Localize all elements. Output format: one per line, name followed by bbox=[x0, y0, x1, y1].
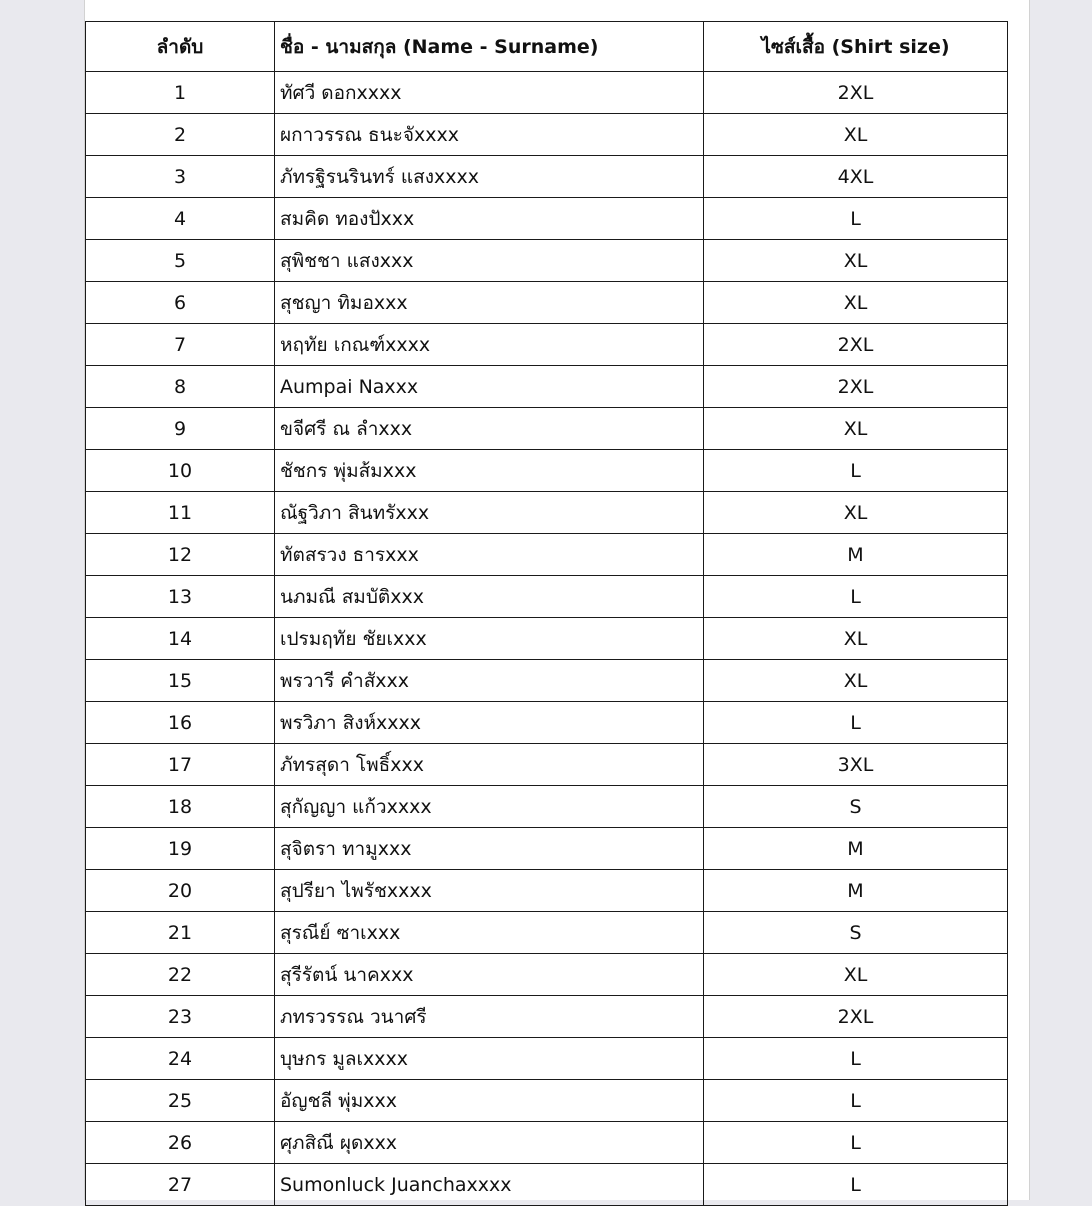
row-shirt-size-cell: XL bbox=[704, 660, 1008, 702]
row-number-cell: 1 bbox=[86, 72, 275, 114]
table-row bbox=[86, 450, 1008, 492]
row-shirt-size-cell: S bbox=[704, 786, 1008, 828]
table-row bbox=[86, 1122, 1008, 1164]
row-name-cell: สุรณีย์ ซาเxxx bbox=[275, 912, 704, 954]
row-name-cell: ขจีศรี ณ ลำxxx bbox=[275, 408, 704, 450]
row-number-cell: 12 bbox=[86, 534, 275, 576]
row-shirt-size-cell: L bbox=[704, 1038, 1008, 1080]
table-row bbox=[86, 492, 1008, 534]
row-number-cell: 2 bbox=[86, 114, 275, 156]
row-shirt-size-cell: 4XL bbox=[704, 156, 1008, 198]
row-shirt-size-cell: XL bbox=[704, 492, 1008, 534]
table-row bbox=[86, 282, 1008, 324]
table-row bbox=[86, 156, 1008, 198]
row-shirt-size-cell: 2XL bbox=[704, 996, 1008, 1038]
row-number-cell: 5 bbox=[86, 240, 275, 282]
row-number-cell: 17 bbox=[86, 744, 275, 786]
row-name-cell: ภัทรสุดา โพธิ์xxx bbox=[275, 744, 704, 786]
row-name-cell: อัญชลี พุ่มxxx bbox=[275, 1080, 704, 1122]
row-number-cell: 4 bbox=[86, 198, 275, 240]
row-shirt-size-cell: L bbox=[704, 198, 1008, 240]
table-row bbox=[86, 1080, 1008, 1122]
table-row bbox=[86, 534, 1008, 576]
row-number-cell: 25 bbox=[86, 1080, 275, 1122]
row-shirt-size-cell: XL bbox=[704, 408, 1008, 450]
row-number-cell: 3 bbox=[86, 156, 275, 198]
row-number-cell: 13 bbox=[86, 576, 275, 618]
row-name-cell: หฤทัย เกณฑ์xxxx bbox=[275, 324, 704, 366]
row-shirt-size-cell: 2XL bbox=[704, 366, 1008, 408]
row-name-cell: Sumonluck Juanchaxxxx bbox=[275, 1164, 704, 1206]
row-shirt-size-cell: 2XL bbox=[704, 72, 1008, 114]
row-shirt-size-cell: XL bbox=[704, 114, 1008, 156]
table-row bbox=[86, 366, 1008, 408]
row-name-cell: นภมณี สมบัติxxx bbox=[275, 576, 704, 618]
row-number-cell: 21 bbox=[86, 912, 275, 954]
table-row bbox=[86, 114, 1008, 156]
row-number-cell: 9 bbox=[86, 408, 275, 450]
table-row bbox=[86, 786, 1008, 828]
row-name-cell: สุปรียา ไพรัชxxxx bbox=[275, 870, 704, 912]
table-header-row bbox=[86, 22, 1008, 72]
row-number-cell: 7 bbox=[86, 324, 275, 366]
row-name-cell: สุชญา ทิมอxxx bbox=[275, 282, 704, 324]
table-row bbox=[86, 1038, 1008, 1080]
row-number-cell: 27 bbox=[86, 1164, 275, 1206]
table-row bbox=[86, 72, 1008, 114]
row-number-cell: 6 bbox=[86, 282, 275, 324]
row-number-cell: 20 bbox=[86, 870, 275, 912]
table-row bbox=[86, 996, 1008, 1038]
row-shirt-size-cell: L bbox=[704, 450, 1008, 492]
row-name-cell: ทัตสรวง ธารxxx bbox=[275, 534, 704, 576]
row-number-cell: 26 bbox=[86, 1122, 275, 1164]
row-number-cell: 24 bbox=[86, 1038, 275, 1080]
table-row bbox=[86, 870, 1008, 912]
row-shirt-size-cell: M bbox=[704, 870, 1008, 912]
table-row bbox=[86, 912, 1008, 954]
row-name-cell: ทัศวี ดอกxxxx bbox=[275, 72, 704, 114]
row-shirt-size-cell: L bbox=[704, 1164, 1008, 1206]
row-name-cell: สุกัญญา แก้วxxxx bbox=[275, 786, 704, 828]
row-name-cell: ภัทรฐิรนรินทร์ แสงxxxx bbox=[275, 156, 704, 198]
row-shirt-size-cell: XL bbox=[704, 954, 1008, 996]
document-page bbox=[84, 0, 1030, 1200]
table-row bbox=[86, 954, 1008, 996]
table-row bbox=[86, 240, 1008, 282]
table-row bbox=[86, 744, 1008, 786]
row-shirt-size-cell: L bbox=[704, 1122, 1008, 1164]
row-number-cell: 23 bbox=[86, 996, 275, 1038]
row-name-cell: ชัชกร พุ่มส้มxxx bbox=[275, 450, 704, 492]
row-number-cell: 15 bbox=[86, 660, 275, 702]
table-row bbox=[86, 702, 1008, 744]
header-number: ลำดับ bbox=[86, 22, 275, 72]
table-row bbox=[86, 198, 1008, 240]
table-row bbox=[86, 828, 1008, 870]
row-shirt-size-cell: M bbox=[704, 828, 1008, 870]
row-number-cell: 11 bbox=[86, 492, 275, 534]
table-row bbox=[86, 1164, 1008, 1206]
shirt-size-table bbox=[85, 21, 1008, 1206]
header-shirt-size: ไซส์เสื้อ (Shirt size) bbox=[704, 22, 1008, 72]
row-shirt-size-cell: L bbox=[704, 702, 1008, 744]
table-row bbox=[86, 660, 1008, 702]
row-shirt-size-cell: XL bbox=[704, 282, 1008, 324]
table-row bbox=[86, 576, 1008, 618]
row-number-cell: 10 bbox=[86, 450, 275, 492]
row-name-cell: พรวารี คำสัxxx bbox=[275, 660, 704, 702]
row-shirt-size-cell: XL bbox=[704, 240, 1008, 282]
row-shirt-size-cell: XL bbox=[704, 618, 1008, 660]
row-name-cell: ศุภสิณี ผุดxxx bbox=[275, 1122, 704, 1164]
row-name-cell: ผกาวรรณ ธนะจัxxxx bbox=[275, 114, 704, 156]
row-name-cell: สุพิชชา แสงxxx bbox=[275, 240, 704, 282]
row-number-cell: 19 bbox=[86, 828, 275, 870]
row-number-cell: 8 bbox=[86, 366, 275, 408]
row-number-cell: 18 bbox=[86, 786, 275, 828]
row-name-cell: สมคิด ทองปัxxx bbox=[275, 198, 704, 240]
row-name-cell: สุรีรัตน์ นาคxxx bbox=[275, 954, 704, 996]
row-name-cell: ณัฐวิภา สินทรัxxx bbox=[275, 492, 704, 534]
table-body bbox=[86, 72, 1008, 1206]
row-shirt-size-cell: S bbox=[704, 912, 1008, 954]
row-name-cell: พรวิภา สิงห์xxxx bbox=[275, 702, 704, 744]
row-name-cell: สุจิตรา ทามูxxx bbox=[275, 828, 704, 870]
row-shirt-size-cell: L bbox=[704, 1080, 1008, 1122]
row-shirt-size-cell: 2XL bbox=[704, 324, 1008, 366]
row-number-cell: 14 bbox=[86, 618, 275, 660]
table-row bbox=[86, 324, 1008, 366]
row-name-cell: เปรมฤทัย ชัยเxxx bbox=[275, 618, 704, 660]
row-number-cell: 22 bbox=[86, 954, 275, 996]
row-number-cell: 16 bbox=[86, 702, 275, 744]
row-name-cell: บุษกร มูลเxxxx bbox=[275, 1038, 704, 1080]
row-shirt-size-cell: M bbox=[704, 534, 1008, 576]
row-shirt-size-cell: L bbox=[704, 576, 1008, 618]
row-shirt-size-cell: 3XL bbox=[704, 744, 1008, 786]
table-row bbox=[86, 408, 1008, 450]
row-name-cell: Aumpai Naxxx bbox=[275, 366, 704, 408]
header-name: ชื่อ - นามสกุล (Name - Surname) bbox=[275, 22, 704, 72]
row-name-cell: ภทรวรรณ วนาศรี bbox=[275, 996, 704, 1038]
table-row bbox=[86, 618, 1008, 660]
